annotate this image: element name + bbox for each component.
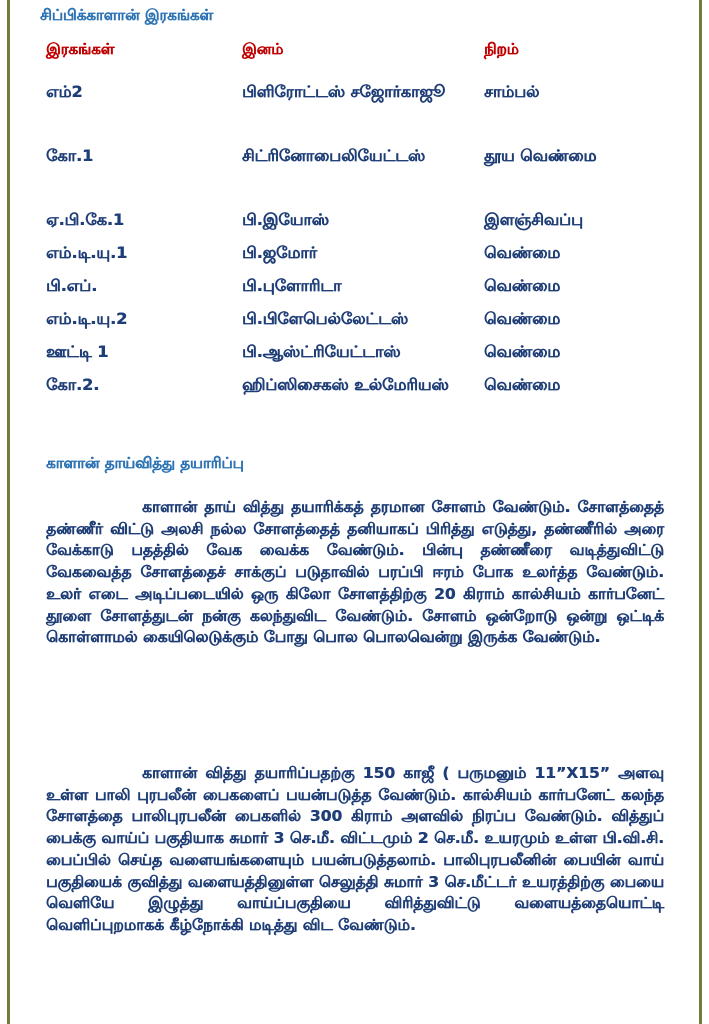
column-header-species: இனம் [242,40,284,58]
species-cell: சிட்ரினோபைலியேட்டஸ் [242,146,426,165]
variety-cell: கோ.1 [46,146,94,165]
colour-cell: வெண்மை [484,243,561,262]
table-row [46,237,666,270]
spawn-paragraph [46,763,664,937]
colour-cell: சாம்பல் [484,82,540,101]
variety-cell: எம்2 [46,82,83,101]
colour-cell: தூய வெண்மை [484,146,597,165]
strains-table [46,76,666,433]
species-cell: ஹிப்ஸிசைகஸ் உல்மேரியஸ் [242,375,449,394]
colour-cell: வெண்மை [484,342,561,361]
species-cell: பி.ஜமோர் [242,243,317,262]
species-cell: பிளிரோட்டஸ் சஜோர்காஜூ [242,82,445,101]
table-row [46,76,666,140]
table-row [46,140,666,204]
table-row [46,336,666,369]
species-cell: பி.இயோஸ் [242,210,329,229]
strains-heading: சிப்பிக்காளான் இரகங்கள் [40,6,213,24]
variety-cell: பி.எப். [46,276,98,295]
table-row [46,303,666,336]
table-row [46,270,666,303]
colour-cell: இளஞ்சிவப்பு [484,210,583,229]
column-header-variety: இரகங்கள் [46,40,115,58]
table-row [46,369,666,433]
species-cell: பி.ஆஸ்ட்ரியேட்டாஸ் [242,342,401,361]
spawn-paragraph-text: காளான் வித்து தயாரிப்பதற்கு 150 காஜீ ( பருமனும் 11”X15” அளவு உள்ள பாலி புரபலீன் பைகளைப் பயன்படுத்த வேண்டும். கால்சியம் கார்பனேட் கலந்த சோளத்தை பாலிபுரபலீன் பைகளில் 300 கிராம் அளவில் நிரப்ப வேண்டும். வித்துப் பைக்கு வாய்ப் பகுதியாக சுமார் 3 செ.மீ. விட்டமும் 2 செ.மீ. உயரமும் உள்ள பி.வி.சி. பைப்பில் செய்த வளையங்களையும் பயன்படுத்தலாம். பாலிபுரபலீனின் பையின் வாய் பகுதியைக் குவித்து வளையத்தினுள்ள செலுத்தி சுமார் 3 செ.மீட்டர் உயரத்திற்கு பையை வெளியே இழுத்து வாய்ப்பகுதியை விரித்துவிட்டு வளையத்தையொட்டி வெளிப்புறமாகக் கீழ்நோக்கி மடித்து விட வேண்டும். [46,764,664,934]
variety-cell: கோ.2. [46,375,100,394]
variety-cell: எம்.டி.யு.2 [46,309,128,328]
column-header-colour: நிறம் [484,40,519,58]
colour-cell: வெண்மை [484,375,561,394]
variety-cell: எம்.டி.யு.1 [46,243,128,262]
spawn-paragraph-text: காளான் தாய் வித்து தயாரிக்கத் தரமான சோளம் வேண்டும். சோளத்தைத் தண்ணீர் விட்டு அலசி நல்ல சோளத்தைத் தனியாகப் பிரித்து எடுத்து, தண்ணீரில் அரை வேக்காடு பதத்தில் வேக வைக்க வேண்டும். பின்பு தண்ணீரை வடித்துவிட்டு வேகவைத்த சோளத்தைச் சாக்குப் படுதாவில் பரப்பி ஈரம் போக உலர்த்த வேண்டும். உலர் எடை அடிப்படையில் ஒரு கிலோ சோளத்திற்கு 20 கிராம் கால்சியம் கார்பனேட் தூளை சோளத்துடன் நன்கு கலந்துவிட வேண்டும். சோளம் ஒன்றோடு ஒன்று ஒட்டிக் கொள்ளாமல் கையிலெடுக்கும் போது பொல பொலவென்று இருக்க வேண்டும். [46,498,664,647]
species-cell: பி.புளோரிடா [242,276,342,295]
spawn-paragraph [46,497,664,649]
species-cell: பி.பிளேபெல்லேட்டஸ் [242,309,408,328]
table-row [46,204,666,237]
colour-cell: வெண்மை [484,309,561,328]
variety-cell: ஊட்டி 1 [46,342,109,361]
colour-cell: வெண்மை [484,276,561,295]
variety-cell: ஏ.பி.கே.1 [46,210,125,229]
spawn-heading: காளான் தாய்வித்து தயாரிப்பு [46,454,244,472]
